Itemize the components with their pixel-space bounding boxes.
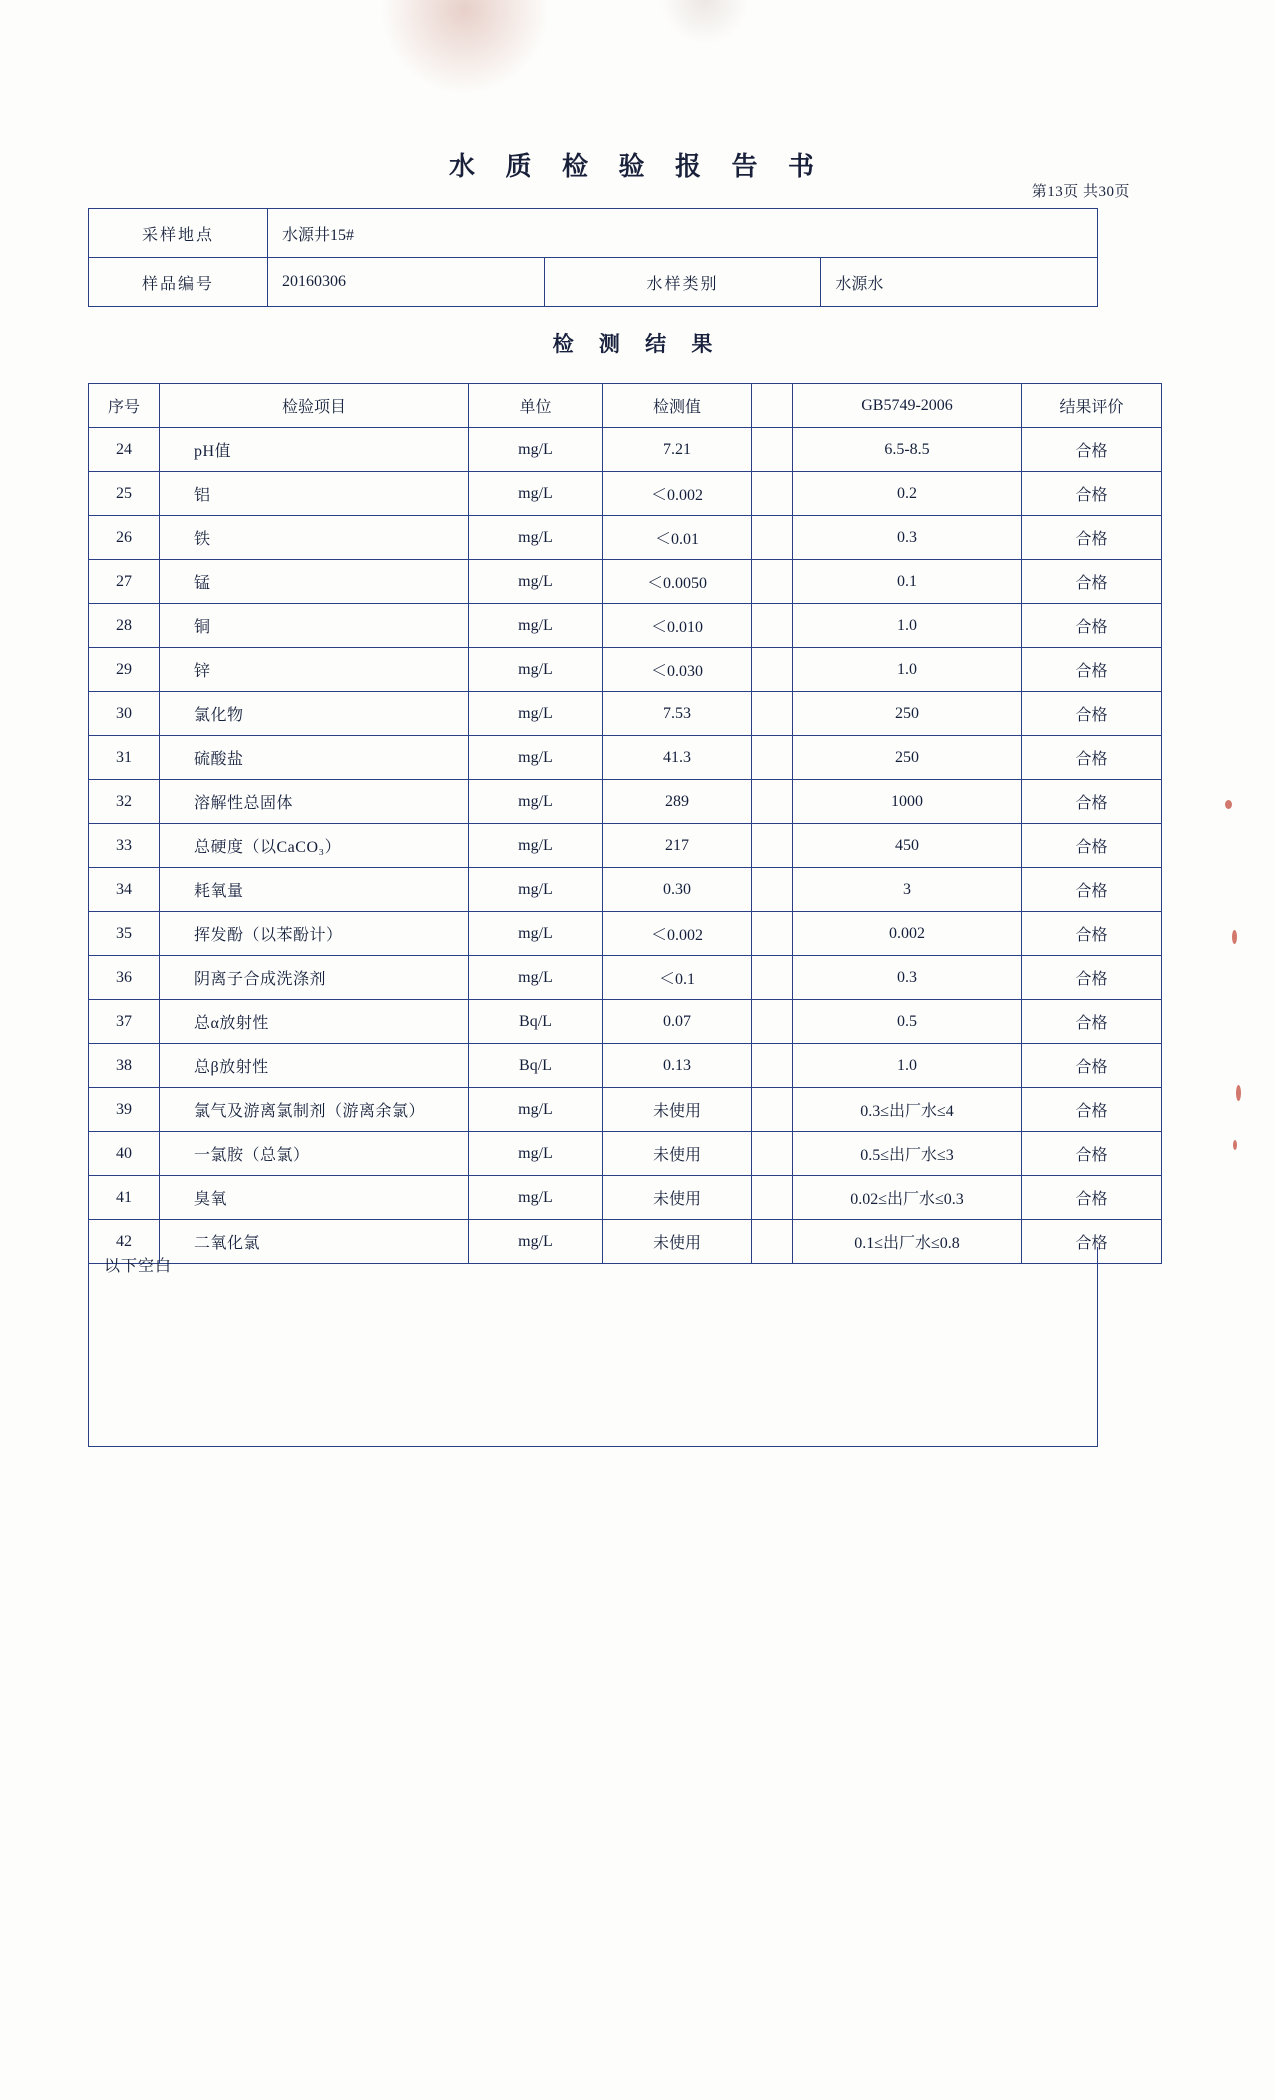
cell-unit: mg/L <box>469 1176 603 1220</box>
cell-unit: mg/L <box>469 1132 603 1176</box>
cell-unit: mg/L <box>469 560 603 604</box>
cell-spacer <box>752 1044 793 1088</box>
header-spacer <box>752 384 793 428</box>
header-value: 检测值 <box>603 384 752 428</box>
cell-evaluation: 合格 <box>1022 736 1162 780</box>
table-row <box>89 428 1162 472</box>
section-title: 检 测 结 果 <box>552 332 723 356</box>
cell-evaluation: 合格 <box>1022 1132 1162 1176</box>
cell-evaluation: 合格 <box>1022 692 1162 736</box>
cell-spacer <box>752 868 793 912</box>
sampling-location-value: 水源井15# <box>268 209 1098 258</box>
table-row <box>89 780 1162 824</box>
cell-value: 0.30 <box>603 868 752 912</box>
cell-no: 40 <box>89 1132 160 1176</box>
scan-speck <box>1236 1085 1241 1101</box>
cell-no: 37 <box>89 1000 160 1044</box>
cell-standard: 0.3 <box>793 956 1022 1000</box>
sample-number-label: 样品编号 <box>89 258 268 307</box>
cell-value: 0.13 <box>603 1044 752 1088</box>
table-row <box>89 736 1162 780</box>
cell-unit: mg/L <box>469 736 603 780</box>
cell-evaluation: 合格 <box>1022 1176 1162 1220</box>
table-row <box>89 1088 1162 1132</box>
cell-spacer <box>752 780 793 824</box>
cell-unit: mg/L <box>469 780 603 824</box>
cell-no: 32 <box>89 780 160 824</box>
cell-item: 臭氧 <box>160 1176 469 1220</box>
cell-evaluation: 合格 <box>1022 472 1162 516</box>
cell-evaluation: 合格 <box>1022 560 1162 604</box>
table-header-row <box>89 384 1162 428</box>
table-row <box>89 1044 1162 1088</box>
cell-spacer <box>752 912 793 956</box>
cell-standard: 250 <box>793 736 1022 780</box>
cell-item: 铝 <box>160 472 469 516</box>
cell-standard: 0.2 <box>793 472 1022 516</box>
table-row <box>89 604 1162 648</box>
cell-unit: mg/L <box>469 472 603 516</box>
cell-standard: 0.02≤出厂水≤0.3 <box>793 1176 1022 1220</box>
cell-item: 二氧化氯 <box>160 1220 469 1264</box>
cell-value: 0.07 <box>603 1000 752 1044</box>
cell-item: 溶解性总固体 <box>160 780 469 824</box>
cell-item: 锰 <box>160 560 469 604</box>
cell-evaluation: 合格 <box>1022 648 1162 692</box>
cell-evaluation: 合格 <box>1022 1044 1162 1088</box>
cell-item: 硫酸盐 <box>160 736 469 780</box>
cell-item: 铁 <box>160 516 469 560</box>
cell-unit: Bq/L <box>469 1000 603 1044</box>
cell-no: 29 <box>89 648 160 692</box>
cell-standard: 450 <box>793 824 1022 868</box>
cell-evaluation: 合格 <box>1022 912 1162 956</box>
table-row <box>89 1176 1162 1220</box>
cell-item: 氯化物 <box>160 692 469 736</box>
cell-no: 38 <box>89 1044 160 1088</box>
page-number: 第13页 共30页 <box>1031 184 1130 200</box>
cell-standard: 0.5 <box>793 1000 1022 1044</box>
cell-standard: 0.5≤出厂水≤3 <box>793 1132 1022 1176</box>
cell-spacer <box>752 516 793 560</box>
table-row <box>89 209 1098 258</box>
cell-item: 铜 <box>160 604 469 648</box>
cell-value: 7.53 <box>603 692 752 736</box>
cell-value: 未使用 <box>603 1176 752 1220</box>
header-unit: 单位 <box>469 384 603 428</box>
cell-spacer <box>752 1176 793 1220</box>
sampling-location-label: 采样地点 <box>89 209 268 258</box>
cell-unit: mg/L <box>469 1088 603 1132</box>
cell-value: ＜0.1 <box>603 956 752 1000</box>
cell-unit: mg/L <box>469 824 603 868</box>
cell-value: ＜0.010 <box>603 604 752 648</box>
cell-no: 28 <box>89 604 160 648</box>
cell-spacer <box>752 736 793 780</box>
cell-item: pH值 <box>160 428 469 472</box>
cell-no: 27 <box>89 560 160 604</box>
table-row <box>89 692 1162 736</box>
test-results-table <box>88 383 1162 1264</box>
cell-evaluation: 合格 <box>1022 956 1162 1000</box>
table-row <box>89 912 1162 956</box>
cell-value: 217 <box>603 824 752 868</box>
cell-standard: 0.1≤出厂水≤0.8 <box>793 1220 1022 1264</box>
cell-value: ＜0.002 <box>603 912 752 956</box>
cell-spacer <box>752 1088 793 1132</box>
cell-spacer <box>752 1132 793 1176</box>
header-no: 序号 <box>89 384 160 428</box>
cell-value: ＜0.002 <box>603 472 752 516</box>
cell-evaluation: 合格 <box>1022 604 1162 648</box>
cell-standard: 1000 <box>793 780 1022 824</box>
header-standard: GB5749-2006 <box>793 384 1022 428</box>
sample-info-table <box>88 208 1098 307</box>
cell-no: 24 <box>89 428 160 472</box>
cell-spacer <box>752 956 793 1000</box>
header-evaluation: 结果评价 <box>1022 384 1162 428</box>
cell-spacer <box>752 428 793 472</box>
cell-spacer <box>752 604 793 648</box>
table-row <box>89 516 1162 560</box>
cell-unit: mg/L <box>469 428 603 472</box>
cell-spacer <box>752 824 793 868</box>
cell-unit: mg/L <box>469 956 603 1000</box>
table-row <box>89 560 1162 604</box>
cell-unit: mg/L <box>469 912 603 956</box>
cell-standard: 1.0 <box>793 648 1022 692</box>
cell-evaluation: 合格 <box>1022 868 1162 912</box>
cell-value: ＜0.030 <box>603 648 752 692</box>
cell-standard: 0.1 <box>793 560 1022 604</box>
cell-standard: 6.5-8.5 <box>793 428 1022 472</box>
cell-unit: Bq/L <box>469 1044 603 1088</box>
cell-value: 未使用 <box>603 1088 752 1132</box>
cell-item: 总β放射性 <box>160 1044 469 1088</box>
cell-unit: mg/L <box>469 648 603 692</box>
table-row <box>89 648 1162 692</box>
table-row <box>89 824 1162 868</box>
scan-speck <box>1233 1140 1237 1150</box>
cell-evaluation: 合格 <box>1022 824 1162 868</box>
table-row <box>89 472 1162 516</box>
cell-no: 39 <box>89 1088 160 1132</box>
cell-evaluation: 合格 <box>1022 1000 1162 1044</box>
table-row <box>89 1132 1162 1176</box>
cell-no: 26 <box>89 516 160 560</box>
page-title: 水 质 检 验 报 告 书 <box>448 152 826 181</box>
cell-unit: mg/L <box>469 692 603 736</box>
table-row <box>89 1000 1162 1044</box>
cell-standard: 3 <box>793 868 1022 912</box>
cell-value: 41.3 <box>603 736 752 780</box>
cell-item: 总α放射性 <box>160 1000 469 1044</box>
table-row <box>89 868 1162 912</box>
cell-unit: mg/L <box>469 604 603 648</box>
cell-value: 7.21 <box>603 428 752 472</box>
cell-standard: 250 <box>793 692 1022 736</box>
cell-item: 总硬度（以CaCO₃） <box>160 824 469 868</box>
cell-spacer <box>752 1000 793 1044</box>
cell-evaluation: 合格 <box>1022 1220 1162 1264</box>
table-row <box>89 956 1162 1000</box>
water-type-value: 水源水 <box>821 258 1098 307</box>
cell-item: 锌 <box>160 648 469 692</box>
header-item: 检验项目 <box>160 384 469 428</box>
cell-item: 挥发酚（以苯酚计） <box>160 912 469 956</box>
cell-value: ＜0.01 <box>603 516 752 560</box>
cell-standard: 1.0 <box>793 604 1022 648</box>
cell-evaluation: 合格 <box>1022 516 1162 560</box>
cell-no: 33 <box>89 824 160 868</box>
cell-item: 一氯胺（总氯） <box>160 1132 469 1176</box>
cell-no: 34 <box>89 868 160 912</box>
cell-spacer <box>752 472 793 516</box>
cell-evaluation: 合格 <box>1022 1088 1162 1132</box>
cell-value: 未使用 <box>603 1132 752 1176</box>
cell-spacer <box>752 560 793 604</box>
cell-item: 耗氧量 <box>160 868 469 912</box>
scan-speck <box>1232 930 1237 944</box>
cell-standard: 0.3 <box>793 516 1022 560</box>
cell-spacer <box>752 692 793 736</box>
cell-standard: 0.002 <box>793 912 1022 956</box>
cell-unit: mg/L <box>469 1220 603 1264</box>
cell-standard: 0.3≤出厂水≤4 <box>793 1088 1022 1132</box>
cell-item: 阴离子合成洗涤剂 <box>160 956 469 1000</box>
blank-area-note: 以下空白 <box>104 1258 173 1275</box>
cell-no: 42 <box>89 1220 160 1264</box>
cell-no: 30 <box>89 692 160 736</box>
cell-evaluation: 合格 <box>1022 428 1162 472</box>
cell-no: 41 <box>89 1176 160 1220</box>
cell-no: 36 <box>89 956 160 1000</box>
cell-value: 未使用 <box>603 1220 752 1264</box>
scan-speck <box>1225 800 1232 809</box>
cell-item: 氯气及游离氯制剂（游离余氯） <box>160 1088 469 1132</box>
cell-unit: mg/L <box>469 516 603 560</box>
cell-spacer <box>752 648 793 692</box>
sample-number-value: 20160306 <box>268 258 545 307</box>
cell-standard: 1.0 <box>793 1044 1022 1088</box>
cell-no: 35 <box>89 912 160 956</box>
cell-no: 25 <box>89 472 160 516</box>
table-row <box>89 258 1098 307</box>
cell-value: ＜0.0050 <box>603 560 752 604</box>
blank-area-box <box>88 1247 1098 1447</box>
cell-unit: mg/L <box>469 868 603 912</box>
cell-value: 289 <box>603 780 752 824</box>
cell-no: 31 <box>89 736 160 780</box>
water-type-label: 水样类别 <box>544 258 821 307</box>
cell-evaluation: 合格 <box>1022 780 1162 824</box>
